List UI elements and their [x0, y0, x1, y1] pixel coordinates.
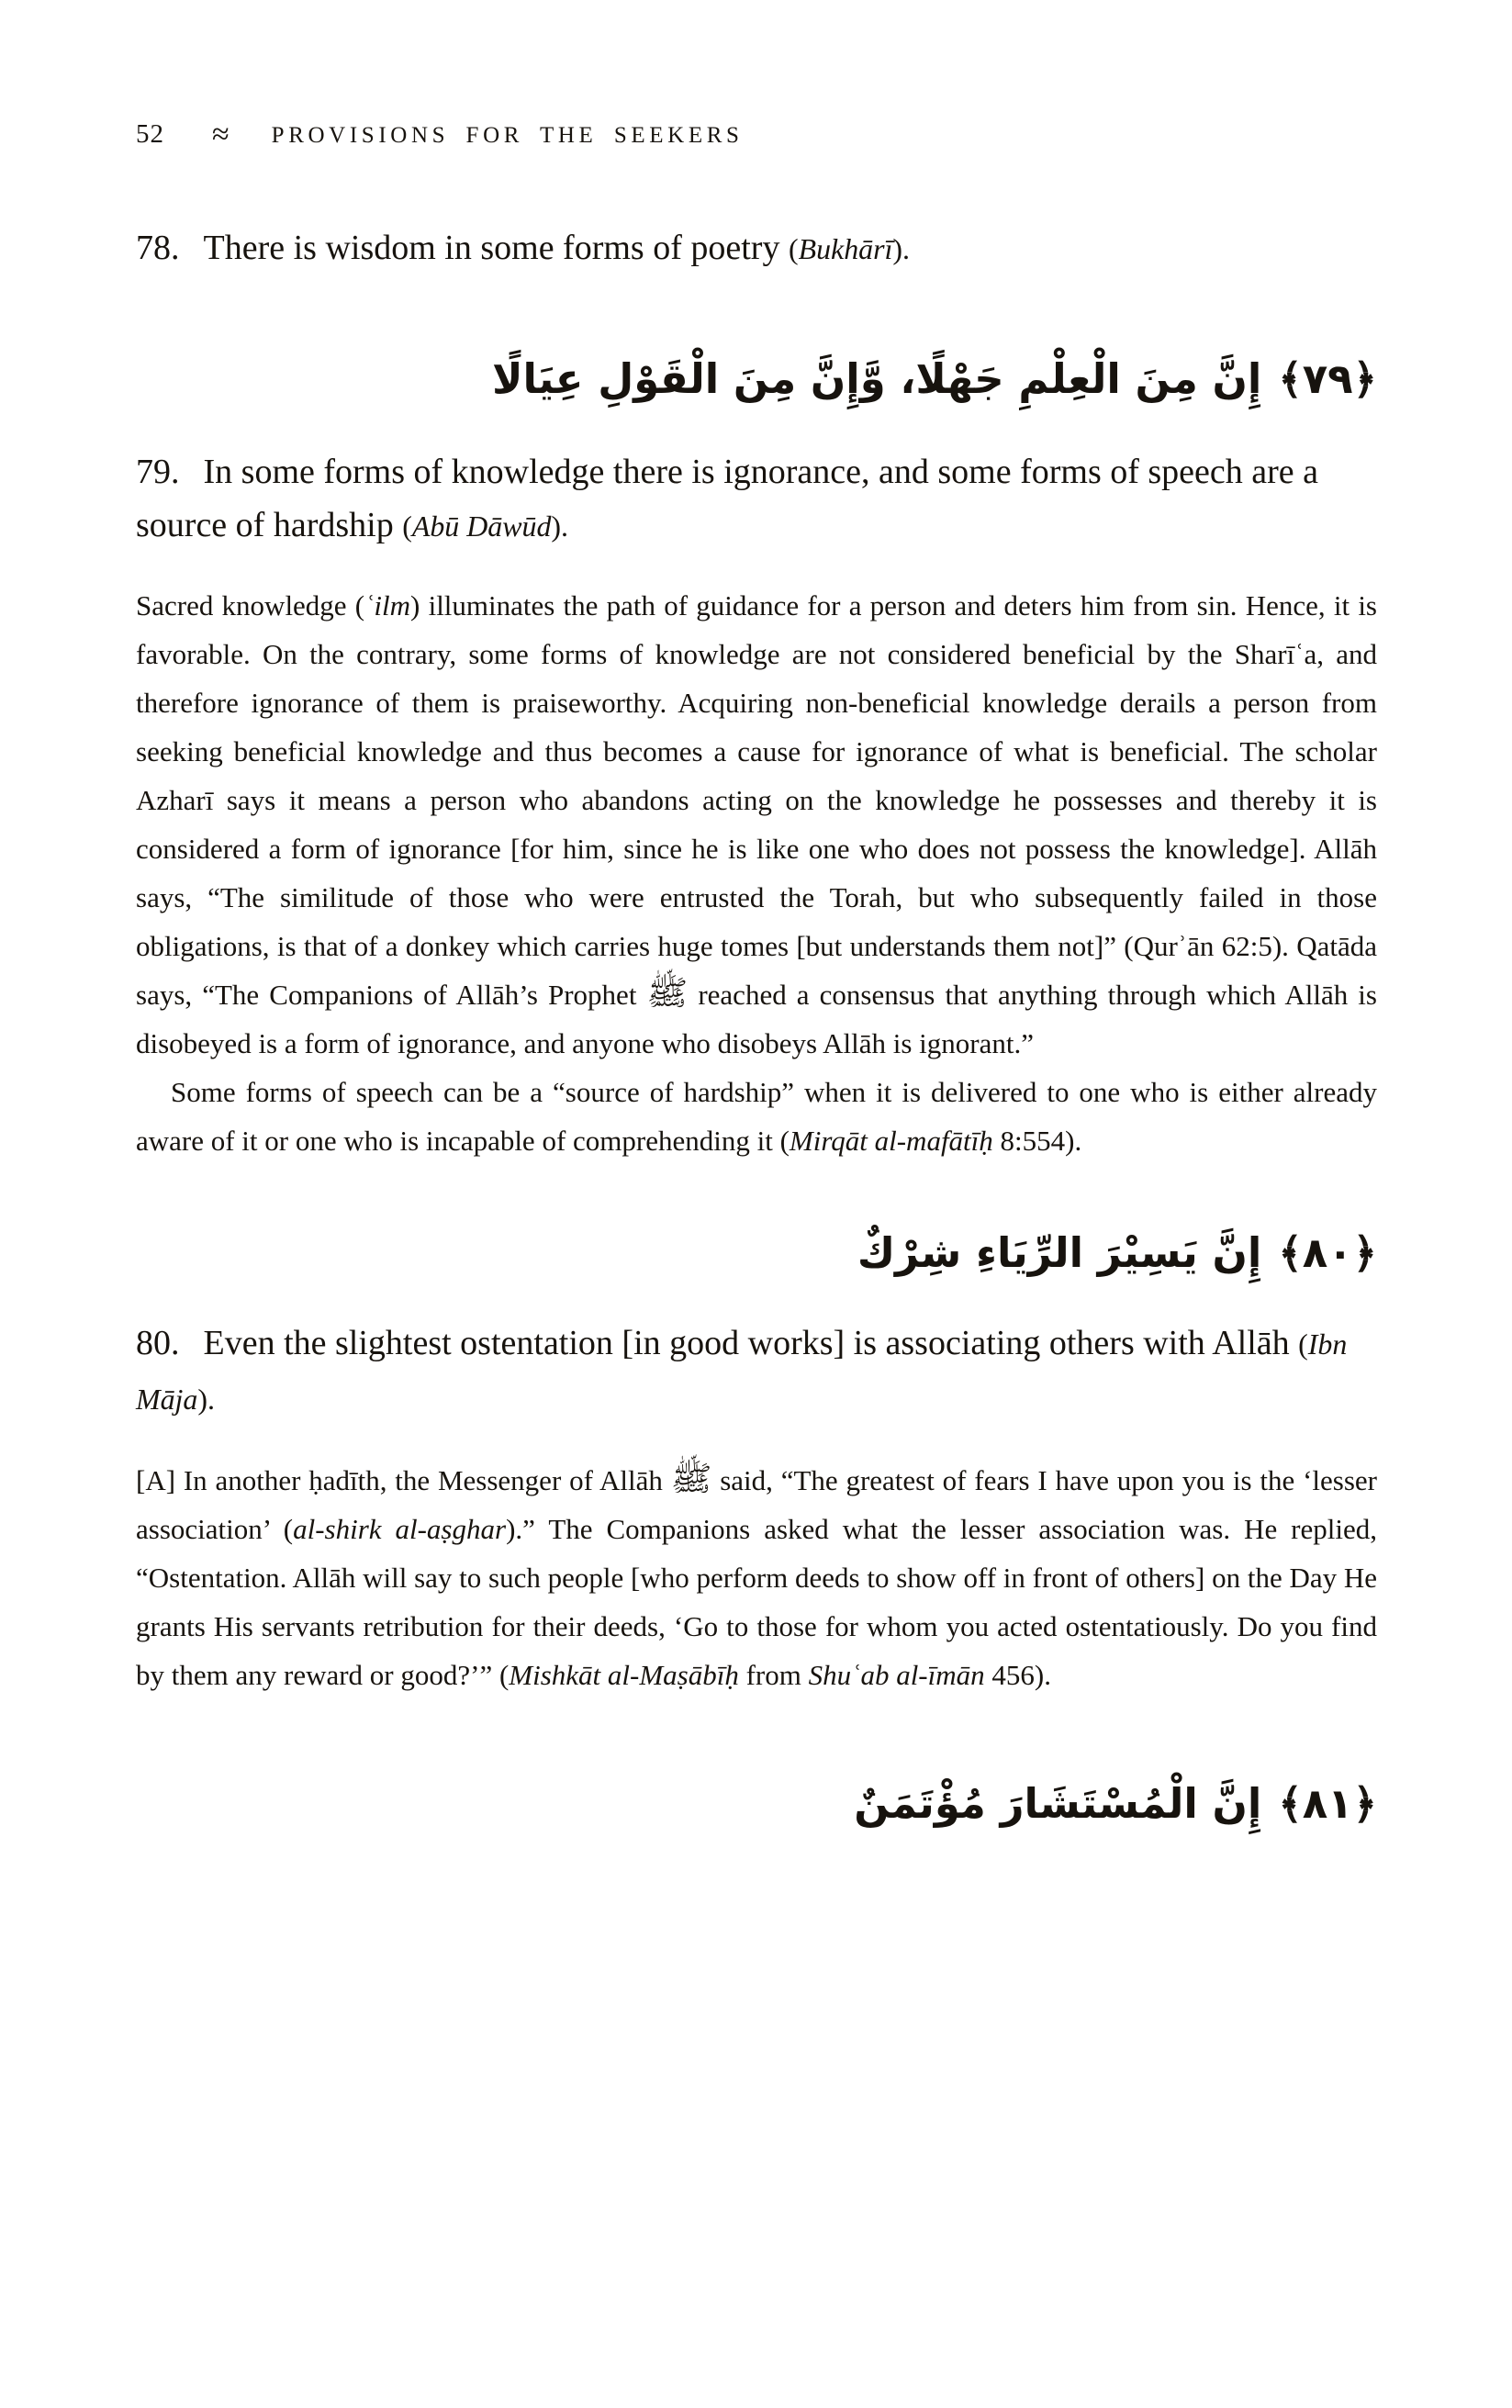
text-segment: Even the slightest ostentation [in good works] is associating others with Allāh: [203, 1324, 1299, 1362]
page-number: 52: [136, 119, 164, 149]
arabic-hadith-text: إِنَّ يَسِيْرَ الرِّيَاءِ شِرْكٌ: [857, 1227, 1262, 1277]
text-segment: 456).: [984, 1659, 1051, 1691]
arabic-hadith-line-1: [136, 331, 1377, 427]
hadith-heading-0: [136, 221, 1377, 276]
italic-text-segment: ʿilm: [364, 588, 411, 622]
text-segment: [A] In another ḥadīth, the Messenger of Allāh: [136, 1464, 671, 1496]
text-segment: from: [738, 1659, 809, 1691]
italic-text-segment: Ibn Māja: [136, 1328, 1348, 1416]
commentary-paragraph-3: [136, 581, 1377, 1068]
arabic-hadith-line-5: [136, 1205, 1377, 1301]
heading-number: 80.: [136, 1324, 180, 1362]
hadith-heading-6: [136, 1316, 1377, 1427]
text-segment: (: [788, 233, 799, 265]
arabic-hadith-number: ﴿٧٩﴾: [1278, 354, 1377, 403]
text-segment: said, “The greatest of fears I have upon you is the ‘lesser association’ (: [136, 1464, 1377, 1545]
text-segment: (: [402, 510, 412, 543]
italic-text-segment: Mirqāt al-mafātīḥ: [789, 1124, 993, 1157]
italic-text-segment: Shuʿab al-īmān: [808, 1659, 985, 1691]
arabic-hadith-line-8: [136, 1756, 1377, 1852]
text-segment: ).: [551, 510, 569, 543]
commentary-paragraph-4: [136, 1068, 1377, 1165]
book-title: PROVISIONS FOR THE SEEKERS: [271, 123, 744, 148]
prophet-honorific-icon: ﷺ: [670, 1459, 712, 1498]
hadith-heading-2: [136, 445, 1377, 554]
running-header: [136, 118, 1377, 151]
heading-number: 79.: [136, 452, 180, 491]
arabic-hadith-text: إِنَّ مِنَ الْعِلْمِ جَهْلًا، وَّإِنَّ مِنَ الْقَوْلِ عِيَالًا: [492, 354, 1262, 403]
text-segment: There is wisdom in some forms of poetry: [203, 229, 789, 267]
text-segment: 8:554).: [992, 1124, 1082, 1157]
text-segment: In some forms of knowledge there is ignorance, and some forms of speech are a source of hardship: [136, 452, 1319, 544]
italic-text-segment: Mishkāt al-Maṣābīḥ: [509, 1659, 739, 1691]
page-content: [136, 221, 1377, 1852]
italic-text-segment: Bukhārī: [798, 233, 893, 265]
text-segment: ) illuminates the path of guidance for a person and deters him from sin. Hence, it is favorable. On the contrary, some forms of knowledge are not considered beneficial by the Sharīʿa, and therefore ignorance of them is praiseworthy. Acquiring non-beneficial knowledge derails a person from seeking beneficial knowledge and thus becomes a cause for ignorance of what is beneficial. The scholar Azharī says it means a person who abandons acting on the knowledge he possesses and thereby it is considered a form of ignorance [for him, since he is like one who does not possess the knowledge]. Allāh says, “The similitude of those who were entrusted the Torah, but who subsequently failed in those obligations, is that of a donkey which carries huge tomes [but understands them not]” (Qurʾān 62:5). Qatāda says, “The Companions of Allāh’s Prophet: [136, 588, 1377, 1011]
italic-text-segment: al-shirk al-aṣghar: [293, 1513, 507, 1545]
text-segment: ).: [197, 1383, 215, 1416]
text-segment: reached a consensus that anything through which Allāh is disobeyed is a form of ignorance, and anyone who disobeys Allāh is ignorant.”: [136, 978, 1377, 1059]
text-segment: (: [1298, 1328, 1308, 1361]
text-segment: Sacred knowledge (: [136, 588, 365, 622]
prophet-honorific-icon: ﷺ: [646, 972, 689, 1013]
heading-number: 78.: [136, 229, 180, 267]
commentary-paragraph-7: [136, 1456, 1377, 1699]
text-segment: ).: [892, 233, 910, 265]
arabic-hadith-number: ﴿٨١﴾: [1278, 1779, 1377, 1828]
italic-text-segment: Abū Dāwūd: [411, 510, 552, 543]
text-segment: Some forms of speech can be a “source of hardship” when it is delivered to one who is either already aware of it or one who is incapable of comprehending it (: [136, 1075, 1377, 1157]
header-fleuron-icon: ≈: [212, 118, 230, 151]
arabic-hadith-number: ﴿٨٠﴾: [1278, 1227, 1377, 1277]
text-segment: ).” The Companions asked what the lesser association was. He replied, “Ostentation. Allāh will say to such people [who perform deeds to show off in front of others] on the Day He grants His servants retribution for their deeds, ‘Go to those for whom you acted ostentatiously. Do you find by them any reward or good?’” (: [136, 1513, 1377, 1691]
arabic-hadith-text: إِنَّ الْمُسْتَشَارَ مُؤْتَمَنٌ: [854, 1779, 1262, 1828]
